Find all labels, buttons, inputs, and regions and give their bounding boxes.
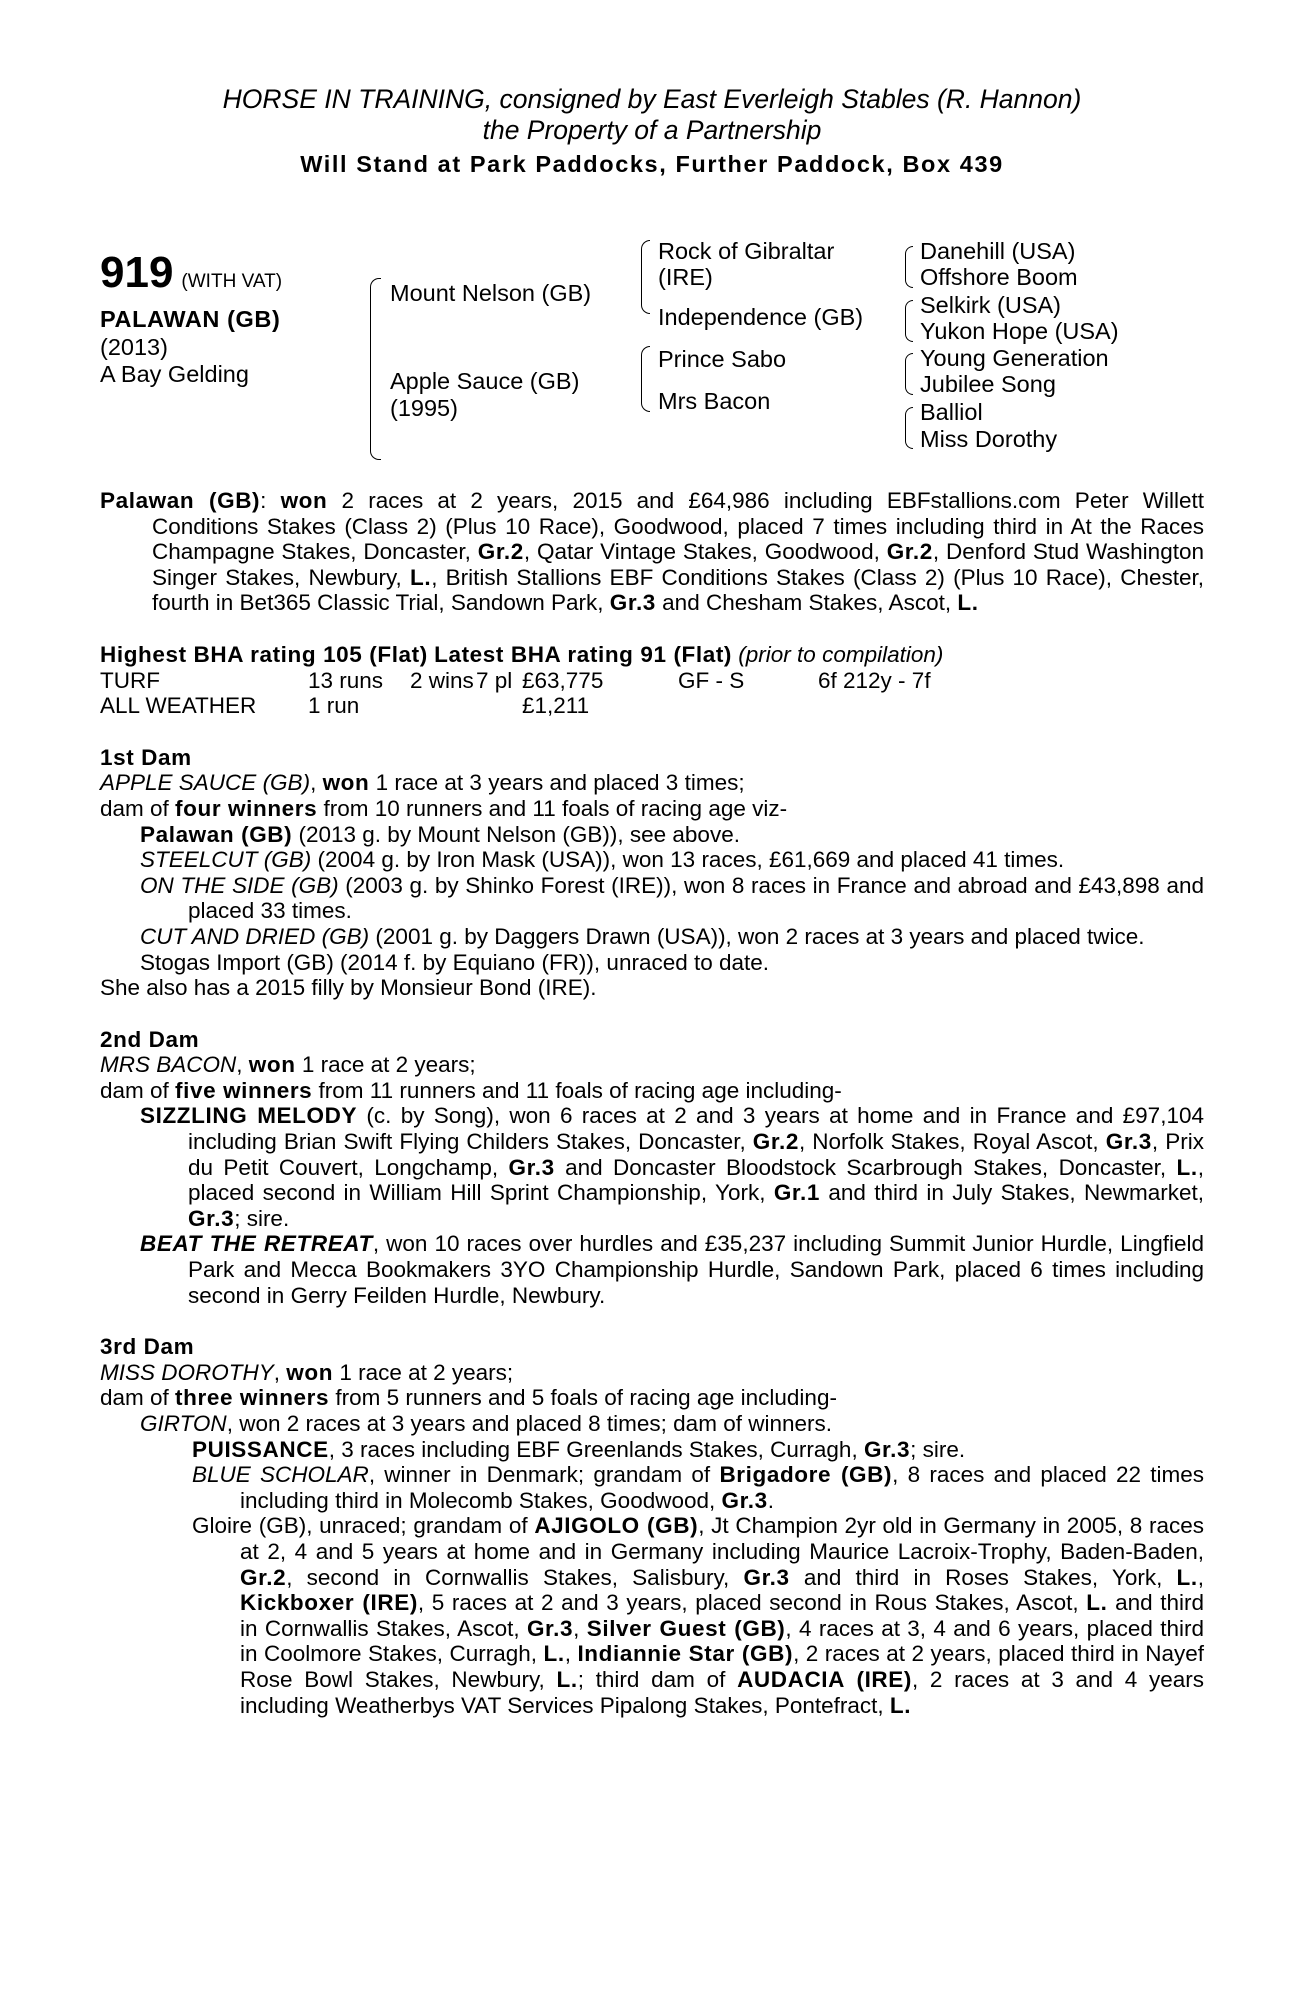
horse-year: (2013) [100, 334, 168, 360]
list-item: BEAT THE RETREAT, won 10 races over hurdles and £35,237 including Summit Junior Hurdle, Lingfield Park and Mecca Bookmakers 3YO Championship Hurdle, Sandown Park, placed 6 times including second in Gerry Feilden Hurdle, Newbury. [140, 1231, 1204, 1308]
dam-parents-brace [641, 346, 650, 412]
sire-parents-brace [641, 240, 650, 314]
grandsire-line-3: Selkirk (USA) [920, 292, 1062, 318]
table-row: TURF 13 runs 2 wins 7 pl £63,775 GF - S 6f 212y - 7f [100, 667, 931, 693]
list-item: STEELCUT (GB) (2004 g. by Iron Mask (USA)), won 13 races, £61,669 and placed 41 times. [140, 847, 1065, 873]
location-line: Will Stand at Park Paddocks, Further Paddock, Box 439 [300, 151, 1004, 177]
lot-number-line [100, 248, 282, 298]
g-brace-2 [905, 300, 913, 342]
race-summary: Palawan (GB): won 2 races at 2 years, 2015 and £64,986 including EBFstallions.com Peter Willett Conditions Stakes (Class 2) (Plus 10 Race), Goodwood, placed 7 times including third in At the Races Champagne Stakes, Doncaster, Gr.2, Qatar Vintage Stakes, Goodwood, Gr.2, Denford Stud Washington Singer Stakes, Newbury, L., British Stallions EBF Conditions Stakes (Class 2) (Plus 10 Race), Chester, fourth in Bet365 Classic Trial, Sandown Park, Gr.3 and Chesham Stakes, Ascot, L. [100, 488, 1204, 616]
sire-sire-name: Rock of Gibraltar [658, 238, 835, 264]
section-title: 1st Dam [100, 744, 192, 770]
list-item: ON THE SIDE (GB) (2003 g. by Shinko Forest (IRE)), won 8 races in France and abroad and £43,898 and placed 33 times. [140, 872, 1204, 924]
ratings-heading: Highest BHA rating 105 (Flat) Latest BHA rating 91 (Flat) (prior to compilation) [100, 641, 944, 667]
g-brace-3 [905, 353, 913, 395]
list-item: Palawan (GB) (2013 g. by Mount Nelson (GB)), see above. [140, 821, 740, 847]
list-item: PUISSANCE, 3 races including EBF Greenlands Stakes, Curragh, Gr.3; sire. [192, 1436, 966, 1462]
lot-number: 919 [100, 248, 174, 297]
horse-description: A Bay Gelding [100, 361, 249, 387]
sire-dam-brace [370, 278, 381, 460]
grandsire-line-5: Young Generation [920, 345, 1109, 371]
grandsire-line-6: Jubilee Song [920, 371, 1056, 397]
table-row: ALL WEATHER 1 run £1,211 [100, 693, 590, 719]
dam-year: (1995) [390, 395, 458, 421]
section-title: 3rd Dam [100, 1334, 195, 1360]
grandsire-line-7: Balliol [920, 399, 983, 425]
also-note: She also has a 2015 filly by Monsieur Bond (IRE). [100, 975, 597, 1001]
sire-sire-country: (IRE) [658, 264, 713, 290]
g-brace-4 [905, 407, 913, 449]
section-title: 2nd Dam [100, 1026, 200, 1052]
second-dam-section: 2nd Dam MRS BACON, won 1 race at 2 years; dam of five winners from 11 runners and 11 foals of racing age including- SIZZLING MELODY (c. by Song), won 6 races at 2 and 3 years at home and in France and £97,104 including Brian Swift Flying Childers Stakes, Doncaster, Gr.2, Norfolk Stakes, Royal Ascot, Gr.3, Prix du Petit Couvert, Longchamp, Gr.3 and Doncaster Bloodstock Scarbrough Stakes, Doncaster, L., placed second in William Hill Sprint Championship, York, Gr.1 and third in July Stakes, Newmarket, Gr.3; sire. BEAT THE RETREAT, won 10 races over hurdles and £35,237 including Summit Junior Hurdle, Lingfield Park and Mecca Bookmakers 3YO Championship Hurdle, Sandown Park, placed 6 times including second in Gerry Feilden Hurdle, Newbury. [100, 1026, 1204, 1308]
g-brace-1 [905, 246, 913, 288]
sire-dam-name: Independence (GB) [658, 304, 864, 330]
grandsire-line-4: Yukon Hope (USA) [920, 318, 1119, 344]
grandsire-line-1: Danehill (USA) [920, 238, 1076, 264]
list-item: Stogas Import (GB) (2014 f. by Equiano (FR)), unraced to date. [140, 949, 770, 975]
list-item: BLUE SCHOLAR, winner in Denmark; grandam of Brigadore (GB), 8 races and placed 22 times including third in Molecomb Stakes, Goodwood, Gr.3. [192, 1462, 1204, 1513]
consignor-line: HORSE IN TRAINING, consigned by East Everleigh Stables (R. Hannon) [222, 84, 1082, 114]
first-dam-section: 1st Dam APPLE SAUCE (GB), won 1 race at 3 years and placed 3 times; dam of four winners from 10 runners and 11 foals of racing age viz- Palawan (GB) (2013 g. by Mount Nelson (GB)), see above. STEELCUT (GB) (2004 g. by Iron Mask (USA)), won 13 races, £61,669 and placed 41 times. ON THE SIDE (GB) (2003 g. by Shinko Forest (IRE)), won 8 races in France and abroad and £43,898 and placed 33 times. CUT AND DRIED (GB) (2001 g. by Daggers Drawn (USA)), won 2 races at 3 years and placed twice. Stogas Import (GB) (2014 f. by Equiano (FR)), unraced to date. She also has a 2015 filly by Monsieur Bond (IRE). [100, 744, 1204, 1001]
sire-name: Mount Nelson (GB) [390, 280, 592, 306]
pedigree-block [100, 238, 1204, 470]
dam-name: Apple Sauce (GB) [390, 368, 580, 394]
dam-sire-name: Prince Sabo [658, 346, 787, 372]
list-item: Gloire (GB), unraced; grandam of AJIGOLO (GB), Jt Champion 2yr old in Germany in 2005, 8 races at 2, 4 and 5 years at home and in Germany including Maurice Lacroix-Trophy, Baden-Baden, Gr.2, second in Cornwallis Stakes, Salisbury, Gr.3 and third in Roses Stakes, York, L., Kickboxer (IRE), 5 races at 2 and 3 years, placed second in Rous Stakes, Ascot, L. and third in Cornwallis Stakes, Ascot, Gr.3, Silver Guest (GB), 4 races at 3, 4 and 6 years, placed third in Coolmore Stakes, Curragh, L., Indiannie Star (GB), 2 races at 2 years, placed third in Nayef Rose Bowl Stakes, Newbury, L.; third dam of AUDACIA (IRE), 2 races at 3 and 4 years including Weatherbys VAT Services Pipalong Stakes, Pontefract, L. [192, 1513, 1205, 1718]
property-line: the Property of a Partnership [482, 115, 822, 145]
dam-dam-name: Mrs Bacon [658, 388, 771, 414]
list-item: GIRTON, won 2 races at 3 years and placed 8 times; dam of winners. [140, 1411, 832, 1436]
ratings-block [100, 642, 1204, 719]
catalogue-page [100, 84, 1204, 1718]
ratings-table [100, 668, 931, 719]
grandsire-line-8: Miss Dorothy [920, 426, 1058, 452]
list-item: CUT AND DRIED (GB) (2001 g. by Daggers Drawn (USA)), won 2 races at 3 years and placed twice. [140, 923, 1145, 949]
third-dam-section: 3rd Dam MISS DOROTHY, won 1 race at 2 years; dam of three winners from 5 runners and 5 foals of racing age including- GIRTON, won 2 races at 3 years and placed 8 times; dam of winners. PUISSANCE, 3 races including EBF Greenlands Stakes, Curragh, Gr.3; sire. BLUE SCHOLAR, winner in Denmark; grandam of Brigadore (GB), 8 races and placed 22 times including third in Molecomb Stakes, Goodwood, Gr.3. Gloire (GB), unraced; grandam of AJIGOLO (GB), Jt Champion 2yr old in Germany in 2005, 8 races at 2, 4 and 5 years at home and in Germany including Maurice Lacroix-Trophy, Baden-Baden, Gr.2, second in Cornwallis Stakes, Salisbury, Gr.3 and third in Roses Stakes, York, L., Kickboxer (IRE), 5 races at 2 and 3 years, placed second in Rous Stakes, Ascot, L. and third in Cornwallis Stakes, Ascot, Gr.3, Silver Guest (GB), 4 races at 3, 4 and 6 years, placed third in Coolmore Stakes, Curragh, L., Indiannie Star (GB), 2 races at 2 years, placed third in Nayef Rose Bowl Stakes, Newbury, L.; third dam of AUDACIA (IRE), 2 races at 3 and 4 years including Weatherbys VAT Services Pipalong Stakes, Pontefract, L. [100, 1334, 1205, 1718]
grandsire-line-2: Offshore Boom [920, 264, 1078, 290]
catalogue-body [100, 488, 1204, 1718]
horse-name: PALAWAN (GB) [100, 306, 281, 332]
vat-label: (WITH VAT) [181, 271, 283, 292]
list-item: SIZZLING MELODY (c. by Song), won 6 races at 2 and 3 years at home and in France and £97,104 including Brian Swift Flying Childers Stakes, Doncaster, Gr.2, Norfolk Stakes, Royal Ascot, Gr.3, Prix du Petit Couvert, Longchamp, Gr.3 and Doncaster Bloodstock Scarbrough Stakes, Doncaster, L., placed second in William Hill Sprint Championship, York, Gr.1 and third in July Stakes, Newmarket, Gr.3; sire. [140, 1103, 1204, 1231]
